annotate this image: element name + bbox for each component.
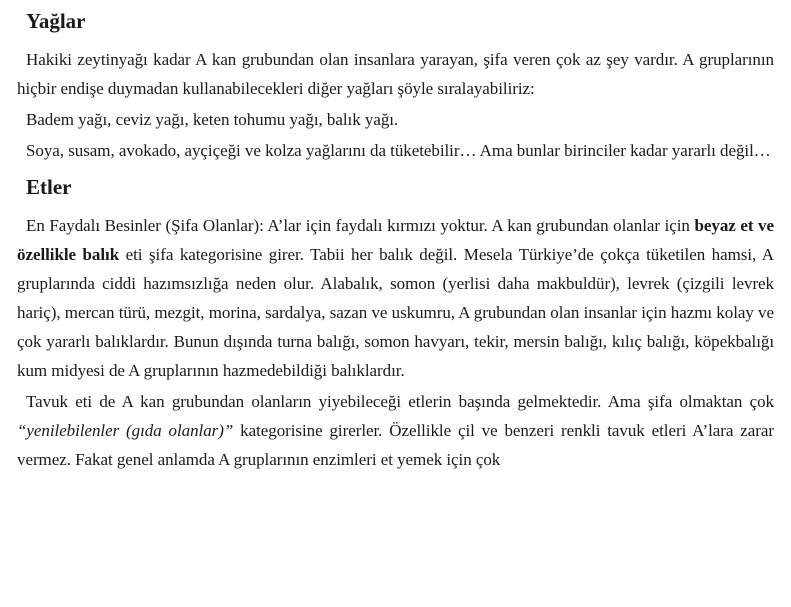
- paragraph-fish: [17, 211, 774, 385]
- section-heading-etler: Etler: [26, 175, 72, 199]
- paragraph-chicken: [17, 387, 774, 474]
- paragraph: Hakiki zeytinyağı kadar A kan grubundan olan insanlara yarayan, şifa veren çok az şey vardır. A gruplarının hiçbir endişe duymadan kullanabilecekleri diğer yağları şöyle sıralayabiliriz:: [17, 50, 774, 98]
- paragraph: Soya, susam, avokado, ayçiçeği ve kolza yağlarını da tüketebilir… Ama bunlar birinciler kadar yararlı değil…: [26, 141, 771, 160]
- italic-emphasis: “yenilebilenler (gıda olanlar)”: [17, 421, 234, 440]
- section-etler-body: [17, 211, 774, 474]
- book-page: [0, 7, 791, 607]
- text-run: En Faydalı Besinler (Şifa Olanlar): A’lar için faydalı kırmızı yoktur. A kan grubundan olanlar için: [26, 216, 695, 235]
- bold-emphasis: beyaz et ve özellikle balık: [17, 216, 775, 264]
- text-run: Tavuk eti de A kan grubundan olanların yiyebileceği etlerin başında gelmektedir. Ama şifa olmaktan çok: [26, 392, 774, 411]
- paragraph: Badem yağı, ceviz yağı, keten tohumu yağı, balık yağı.: [26, 110, 399, 129]
- text-run: kategorisine girerler. Özellikle çil ve benzeri renkli tavuk etleri A’lara zarar vermez. Fakat genel anlamda A gruplarının enzimleri et yemek için çok: [17, 421, 774, 469]
- section-heading-yaglar: Yağlar: [26, 9, 86, 33]
- text-run: eti şifa kategorisine girer. Tabii her balık değil. Mesela Türkiye’de çokça tüketilen hamsi, A gruplarında ciddi hazımsızlığa neden olur. Alabalık, somon (yerlisi daha makbuldür), levrek (çizgili levrek hariç), mercan türü, mezgit, morina, sardalya, sazan ve uskumru, A grubundan olan insanlar için hazmı kolay ve çok yararlı balıklardır. Bunun dışında turna balığı, somon havyarı, tekir, mersin balığı, kılıç balığı, köpekbalığı kum midyesi de A gruplarının hazmedebildiği balıklardır.: [17, 245, 774, 380]
- section-yaglar-body: [17, 45, 774, 165]
